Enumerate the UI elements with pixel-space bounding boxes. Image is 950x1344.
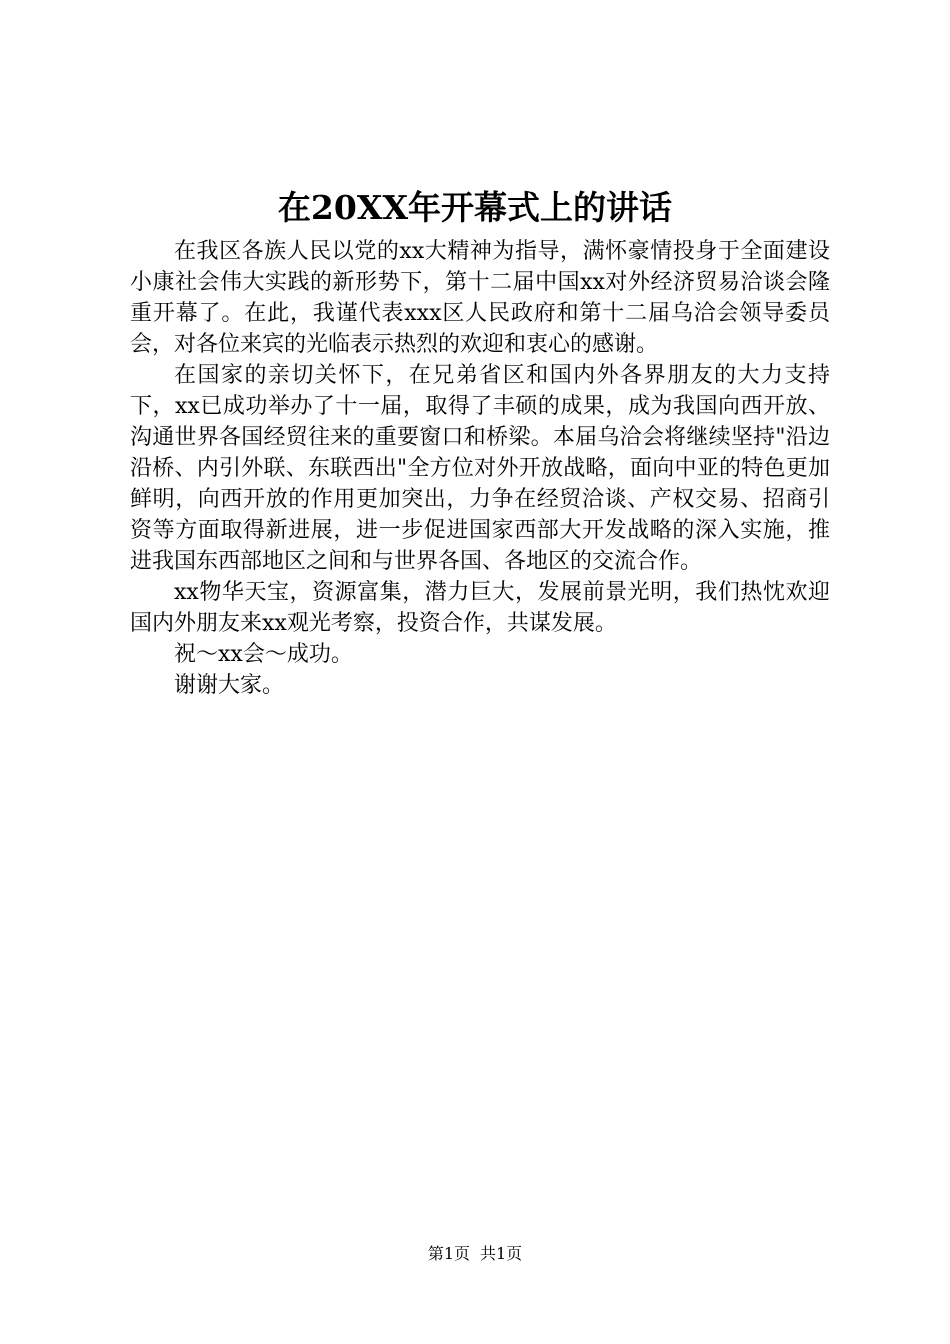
document-body bbox=[130, 236, 830, 701]
paragraph-5: 谢谢大家。 bbox=[174, 673, 285, 698]
paragraph-3: xx物华天宝，资源富集，潜力巨大，发展前景光明，我们热忱欢迎国内外朋友来xx观光考察，投资合作，共谋发展。 bbox=[130, 580, 830, 636]
paragraph-4: 祝～xx会～成功。 bbox=[174, 642, 353, 667]
paragraph-1: 在我区各族人民以党的xx大精神为指导，满怀豪情投身于全面建设小康社会伟大实践的新形势下，第十二届中国xx对外经济贸易洽谈会隆重开幕了。在此，我谨代表xxx区人民政府和第十二届乌洽会领导委员会，对各位来宾的光临表示热烈的欢迎和衷心的感谢。 bbox=[130, 239, 830, 357]
paragraph-2: 在国家的亲切关怀下，在兄弟省区和国内外各界朋友的大力支持下，xx已成功举办了十一届，取得了丰硕的成果，成为我国向西开放、沟通世界各国经贸往来的重要窗口和桥梁。本届乌洽会将继续坚持"沿边沿桥、内引外联、东联西出"全方位对外开放战略，面向中亚的特色更加鲜明，向西开放的作用更加突出，力争在经贸洽谈、产权交易、招商引资等方面取得新进展，进一步促进国家西部大开发战略的深入实施，推进我国东西部地区之间和与世界各国、各地区的交流合作。 bbox=[130, 363, 830, 574]
page-footer bbox=[0, 1242, 950, 1266]
document-title: 在20XX年开幕式上的讲话 bbox=[277, 188, 673, 227]
page-total: 共1页 bbox=[480, 1244, 523, 1263]
page-number: 第1页 bbox=[427, 1244, 470, 1263]
